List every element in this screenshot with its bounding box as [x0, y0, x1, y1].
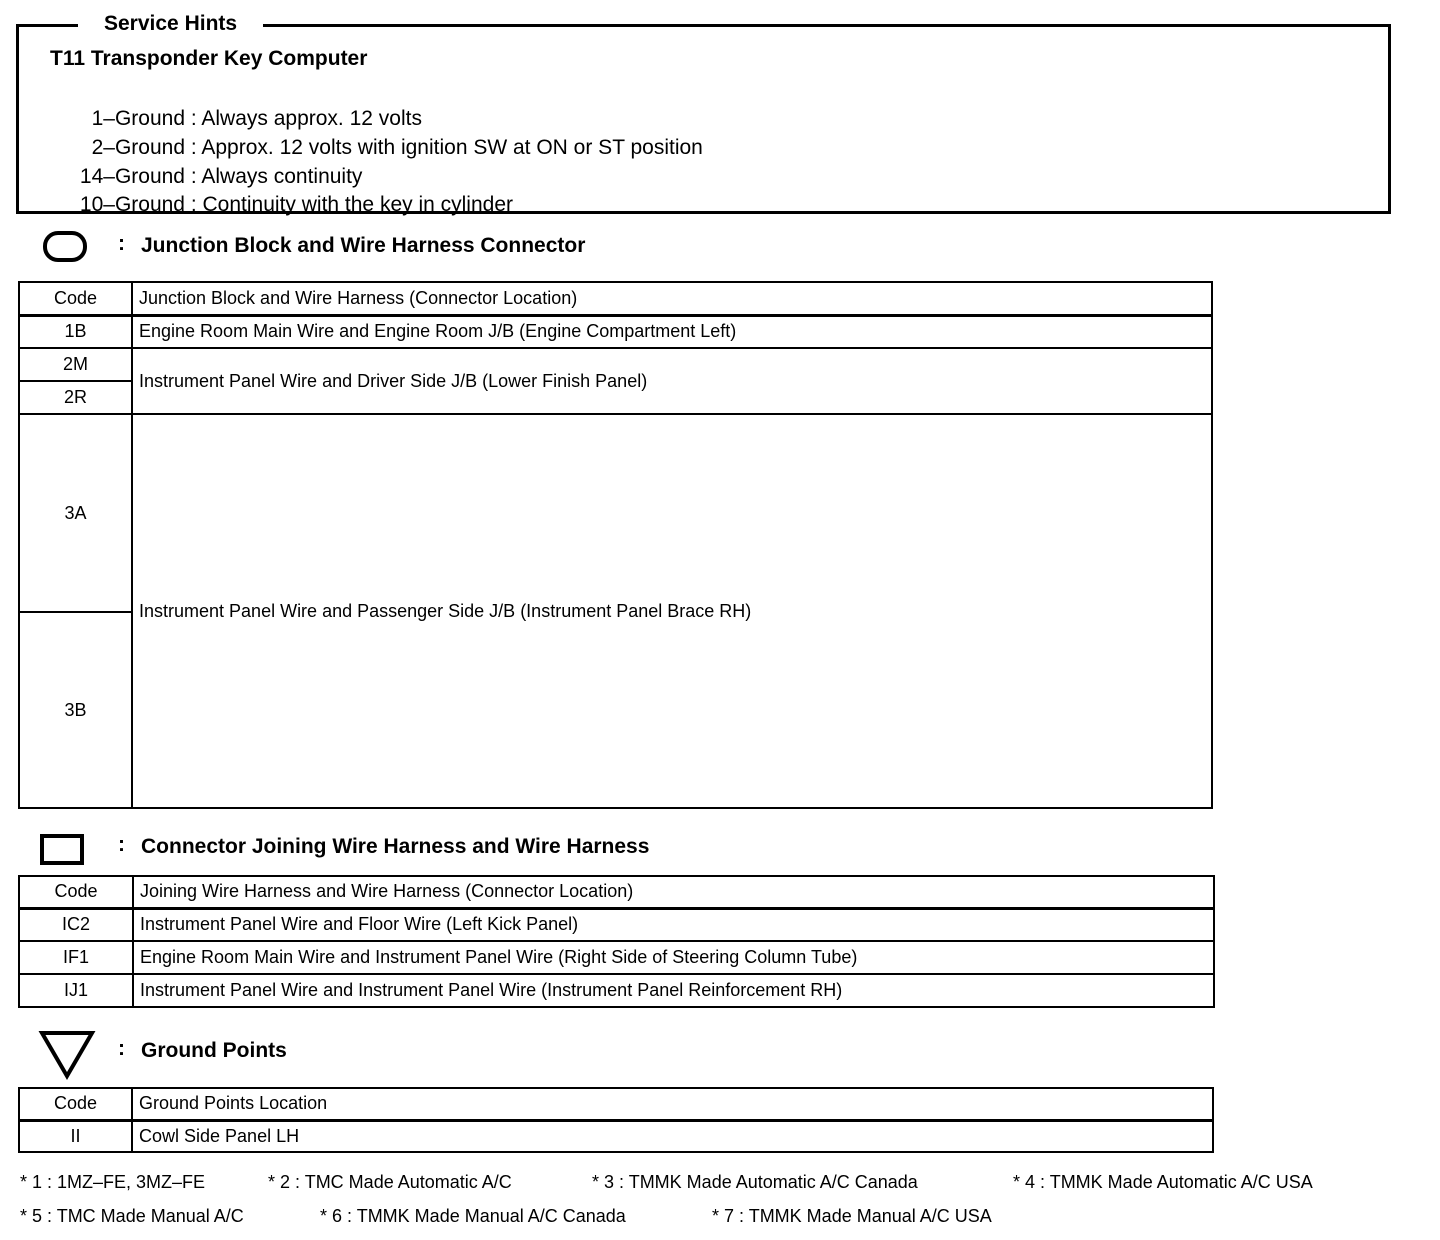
row-desc: Engine Room Main Wire and Instrument Panel Wire (Right Side of Steering Column Tube) — [133, 941, 1214, 974]
row-desc: Instrument Panel Wire and Passenger Side J/B (Instrument Panel Brace RH) — [132, 414, 1212, 808]
header-code: Code — [19, 876, 133, 908]
hint-pin: 2–Ground : — [91, 136, 197, 159]
table-row — [19, 974, 1214, 1007]
row-desc: Instrument Panel Wire and Instrument Panel Wire (Instrument Panel Reinforcement RH) — [133, 974, 1214, 1007]
rounded-rectangle-icon — [42, 230, 90, 264]
row-code: IJ1 — [19, 974, 133, 1007]
hint-pin: 1–Ground : — [91, 107, 197, 130]
table-header-row — [19, 876, 1214, 908]
row-code: 3A — [19, 414, 132, 612]
row-code: II — [19, 1120, 132, 1152]
hint-pin: 10–Ground : — [79, 193, 197, 216]
table-row — [19, 315, 1212, 348]
hint-text: Always approx. 12 volts — [201, 107, 422, 130]
section-colon: : — [118, 1037, 125, 1060]
header-desc: Ground Points Location — [132, 1088, 1213, 1120]
footnote: * 4 : TMMK Made Automatic A/C USA — [1013, 1172, 1313, 1192]
hint-pin: 14–Ground : — [79, 165, 197, 188]
junction-block-table — [18, 281, 1213, 809]
hint-line — [0, 163, 513, 219]
row-code: IF1 — [19, 941, 133, 974]
rectangle-icon — [40, 834, 86, 866]
row-desc: Engine Room Main Wire and Engine Room J/B (Engine Compartment Left) — [132, 315, 1212, 348]
table-row — [19, 348, 1212, 381]
down-triangle-icon — [38, 1030, 96, 1080]
ground-points-title: Ground Points — [141, 1039, 287, 1062]
row-code: IC2 — [19, 908, 133, 941]
footnote: * 3 : TMMK Made Automatic A/C Canada — [592, 1172, 918, 1192]
junction-block-title: Junction Block and Wire Harness Connector — [141, 234, 586, 257]
service-hints-title: Service Hints — [78, 10, 263, 38]
section-colon: : — [118, 833, 125, 856]
footnote: * 1 : 1MZ–FE, 3MZ–FE — [20, 1172, 206, 1192]
footnote: * 6 : TMMK Made Manual A/C Canada — [320, 1206, 626, 1226]
section-colon: : — [118, 232, 125, 255]
header-code: Code — [19, 282, 132, 315]
header-desc: Joining Wire Harness and Wire Harness (Connector Location) — [133, 876, 1214, 908]
row-desc: Cowl Side Panel LH — [132, 1120, 1213, 1152]
footnote: * 2 : TMC Made Automatic A/C — [268, 1172, 512, 1192]
row-desc: Instrument Panel Wire and Floor Wire (Left Kick Panel) — [133, 908, 1214, 941]
footnote: * 5 : TMC Made Manual A/C — [20, 1206, 244, 1226]
table-row — [19, 941, 1214, 974]
table-header-row — [19, 282, 1212, 315]
table-row — [19, 414, 1212, 612]
table-header-row — [19, 1088, 1213, 1120]
connector-joining-table — [18, 875, 1215, 1008]
header-desc: Junction Block and Wire Harness (Connector Location) — [132, 282, 1212, 315]
hint-text: Continuity with the key in cylinder — [202, 193, 513, 216]
row-code: 2R — [19, 381, 132, 414]
header-code: Code — [19, 1088, 132, 1120]
hint-text: Approx. 12 volts with ignition SW at ON or ST position — [201, 136, 703, 159]
table-row — [19, 1120, 1213, 1152]
row-desc: Instrument Panel Wire and Driver Side J/B (Lower Finish Panel) — [132, 348, 1212, 414]
row-code: 1B — [19, 315, 132, 348]
hint-text: Always continuity — [201, 165, 363, 188]
ground-points-table — [18, 1087, 1214, 1153]
row-code: 3B — [19, 612, 132, 808]
connector-joining-title: Connector Joining Wire Harness and Wire Harness — [141, 835, 650, 858]
footnote: * 7 : TMMK Made Manual A/C USA — [712, 1206, 992, 1226]
component-heading: T11 Transponder Key Computer — [50, 47, 368, 70]
table-row — [19, 908, 1214, 941]
row-code: 2M — [19, 348, 132, 381]
